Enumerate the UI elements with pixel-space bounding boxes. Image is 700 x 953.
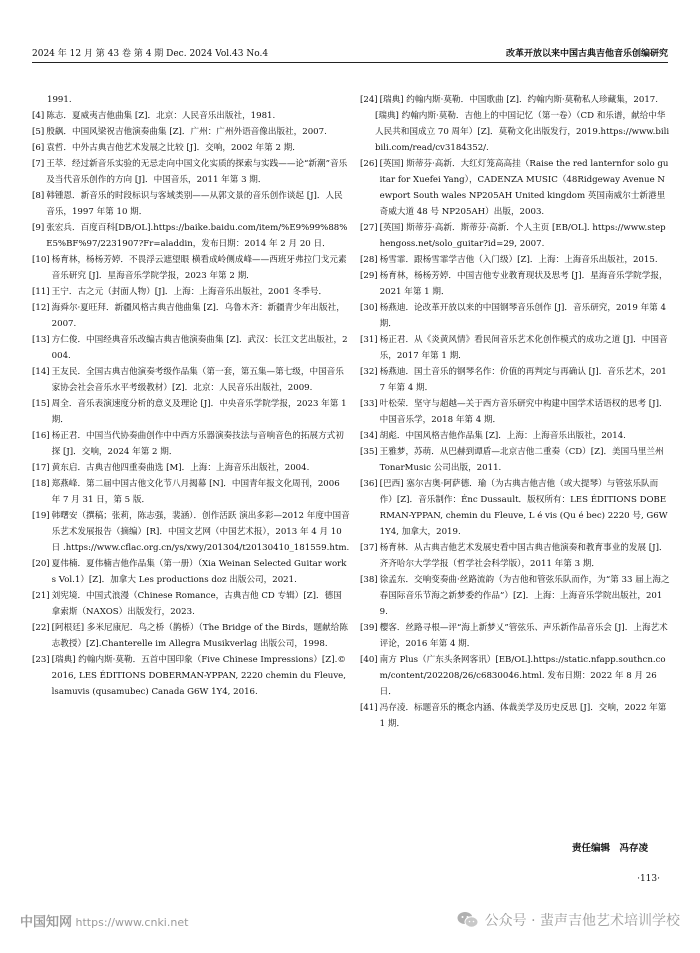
reference-text: 杨育林．从古典吉他艺术发展史看中国古典吉他演奏和教育事业的发展 [J]．齐齐哈尔大学学报（哲学社会科学版），2011 年第 3 期． <box>379 543 668 569</box>
reference-text: 樱客．丝路寻根—评“海上新梦乂”管弦乐、声乐新作品音乐会 [J]．上海艺术评论，2016 年第 4 期． <box>379 623 668 649</box>
reference-text: [英国] 斯蒂芬·高新．大红灯笼高高挂（Raise the red lanternfor solo guitar for Xuefei Yang），CADENZA MUSIC（48Ridgeway Avenue Newport South wales NP205AH United kingdom 英国南威尔士新港里奇威大道 48 号 NP205AH）出版，2003. <box>379 159 669 217</box>
reference-item <box>360 92 670 108</box>
reference-item <box>32 140 350 156</box>
reference-text: 王友民．全国古典吉他演奏考级作品集（第一套，第五集—第七级，中国音乐家协会社会音乐水平考级教材）[Z]．北京：人民音乐出版社，2009. <box>51 367 344 393</box>
reference-item <box>32 188 350 220</box>
reference-number: [39] <box>360 623 378 633</box>
reference-item <box>32 252 350 284</box>
reference-item <box>360 268 670 300</box>
reference-text: 叶松荣．坚守与超越—关于西方音乐研究中构建中国学术话语权的思考 [J]．中国音乐学，2018 年第 4 期． <box>379 399 668 425</box>
reference-item <box>360 156 670 220</box>
reference-number: [24] <box>360 95 378 105</box>
reference-text: 海舜尔·夏旺拜．新疆风格古典吉他曲集 [Z]．乌鲁木齐：新疆青少年出版社，2007. <box>51 303 345 329</box>
reference-number: [27] <box>360 223 378 233</box>
reference-text: [巴西] 塞尔吉奥·阿萨德．瑜（为古典吉他吉他（或大提琴）与管弦乐队而作）[Z]．音乐制作：Énc Dussault．版权所有：LES ÉDITIONS DOBERMAN-YPPAN, chemin du Fleuve, L é vis (Qu é bec) 2220 号, G6W 1Y4, 加拿大，2019. <box>379 479 668 537</box>
reference-item <box>32 652 350 700</box>
reference-number: [26] <box>360 159 378 169</box>
reference-item <box>32 284 350 300</box>
reference-text: 殷飙．中国风梁祝吉他演奏曲集 [Z]．广州：广州外语音像出版社，2007. <box>46 127 327 137</box>
reference-text: 陈志．夏威夷吉他曲集 [Z]．北京：人民音乐出版社，1981. <box>46 111 276 121</box>
reference-number: [22] <box>32 623 50 633</box>
wechat-account-label: 公众号 · 蜚声吉他艺术培训学校 <box>484 913 680 929</box>
reference-item <box>360 428 670 444</box>
reference-item <box>360 252 670 268</box>
reference-text: 王雅梦，苏萌．从巴赫到谭盾—北京吉他二重奏（CD）[Z]．美国马里兰州 TonarMusic 公司出版，2011. <box>379 447 664 473</box>
reference-text: 杨育林，杨杨芳婷．不畏浮云遮望眼 横看成岭侧成峰——西班牙弗拉门戈元素音乐研究 [J]．星海音乐学院学报，2023 年第 2 期． <box>51 255 347 281</box>
reference-number: [33] <box>360 399 378 409</box>
reference-text: 韩锺恩．新音乐的时段标识与客域类别——从郭文景的音乐创作谈起 [J]．人民音乐，1997 年第 10 期． <box>46 191 343 217</box>
reference-item <box>32 124 350 140</box>
reference-item <box>32 220 350 252</box>
references-right-column <box>360 92 670 732</box>
reference-text: 王宁．古之元（封面人物）[J]．上海：上海音乐出版社，2001 冬季号． <box>51 287 328 297</box>
reference-item <box>32 108 350 124</box>
reference-number: [40] <box>360 655 378 665</box>
running-header <box>32 44 668 60</box>
reference-text: 冯存凌．标题音乐的概念内涵、体裁美学及历史反思 [J]．交响，2022 年第 1 期． <box>379 703 667 729</box>
reference-number: [38] <box>360 575 378 585</box>
responsible-editor: 责任编辑 冯存凌 <box>571 843 648 854</box>
reference-number: [15] <box>32 399 50 409</box>
cnki-watermark[interactable] <box>20 911 188 930</box>
reference-item <box>32 332 350 364</box>
footer-watermark <box>0 900 700 940</box>
reference-number: [36] <box>360 479 378 489</box>
reference-text: 杨正君．从《炎黄风情》看民间音乐艺术化创作模式的成功之道 [J]．中国音乐，2017 年第 1 期． <box>379 335 668 361</box>
reference-item <box>360 652 670 700</box>
header-rule <box>32 62 668 63</box>
reference-item <box>360 540 670 572</box>
reference-number: [37] <box>360 543 378 553</box>
reference-number: [14] <box>32 367 50 377</box>
reference-text: 王萃．经过新音乐实验的无忌走向中国文化实质的探索与实践——论“新潮”音乐及当代音乐创作的方向 [J]．中国音乐，2011 年第 3 期． <box>46 159 348 185</box>
reference-text: 杨雪霏．跟杨雪霏学吉他（入门级）[Z]．上海：上海音乐出版社，2015. <box>379 255 658 265</box>
reference-item <box>32 396 350 428</box>
reference-item <box>360 108 670 156</box>
reference-number: [34] <box>360 431 378 441</box>
reference-item <box>360 572 670 620</box>
reference-text: 南方 Plus（广东头条网客讯）[EB/OL].https://static.nfapp.southcn.com/content/202208/26/c6830046.html. 发布日期：2022 年 8 月 26 日． <box>379 655 666 697</box>
reference-item <box>360 700 670 732</box>
reference-number: [7] <box>32 159 45 169</box>
reference-number: [23] <box>32 655 50 665</box>
page-number: ·113· <box>637 874 660 884</box>
reference-text: 杨育林，杨杨芳婷．中国吉他专业教育现状及思考 [J]．星海音乐学院学报，2021 年第 1 期． <box>379 271 668 297</box>
reference-text: 杨正君．中国当代协奏曲创作中中西方乐器演奏技法与音响音色的拓展方式初探 [J]．交响，2024 年第 2 期． <box>51 431 344 457</box>
reference-number: [5] <box>32 127 45 137</box>
reference-text: [阿根廷] 多米尼康尼．鸟之桥（鹊桥）（The Bridge of the Birds，题献给陈志教授）[Z].Chanterelle im Allegra Musikverlag 出版公司，1998. <box>51 623 348 649</box>
wechat-icon <box>457 911 479 929</box>
reference-text: 方仁俊．中国经典音乐改编古典吉他演奏曲集 [Z]．武汉：长江文艺出版社，2004. <box>51 335 348 361</box>
reference-number: [21] <box>32 591 50 601</box>
reference-text: 周全．音乐表演速度分析的意义及理论 [J]．中央音乐学院学报，2023 年第 1 期． <box>51 399 347 425</box>
reference-number: [6] <box>32 143 45 153</box>
reference-text: 杨燕迪．论改革开放以来的中国钢琴音乐创作 [J]．音乐研究，2019 年第 4 期． <box>379 303 666 329</box>
reference-text: 张宏兵．百度百科[DB/OL].https://baike.baidu.com/item/%E9%99%88%E5%BF%97/2231907?Fr=aladdin，发布日期：2014 年 2 月 20 日． <box>46 223 348 249</box>
reference-text: 黄东启．古典吉他四重奏曲选 [M]．上海：上海音乐出版社，2004. <box>51 463 310 473</box>
reference-item <box>32 460 350 476</box>
reference-item <box>32 92 350 108</box>
reference-number: [18] <box>32 479 50 489</box>
reference-text: [瑞典] 约翰内斯·莫勒．中国歌曲 [Z]．约翰内斯·莫勒私人珍藏集，2017. <box>379 95 659 105</box>
reference-number: [8] <box>32 191 45 201</box>
reference-text: 夏伟楠．夏伟楠吉他作品集（第一册）（Xia Weinan Selected Guitar works Vol.1）[Z]．加拿大 Les productions doz 出版公司，2021. <box>51 559 347 585</box>
reference-number: [41] <box>360 703 378 713</box>
header-journal-info: 2024 年 12 月 第 43 卷 第 4 期 Dec. 2024 Vol.43 No.4 <box>32 48 269 59</box>
header-article-title: 改革开放以来中国古典吉他音乐创编研究 <box>505 48 668 59</box>
reference-text: [英国] 斯蒂芬·高新．斯蒂芬·高新．个人主页 [EB/OL]. https://www.stephengoss.net/solo_guitar?id=29, 2007. <box>379 223 666 249</box>
reference-number: [4] <box>32 111 45 121</box>
reference-item <box>360 364 670 396</box>
reference-number: [30] <box>360 303 378 313</box>
reference-number: [11] <box>32 287 50 297</box>
reference-number: [9] <box>32 223 45 233</box>
reference-number: [19] <box>32 511 50 521</box>
reference-text: [瑞典] 约翰内斯·莫勒．吉他上的中国记忆（第一卷）（CD 和乐谱，献给中华人民共和国成立 70 周年）[Z]．莫勒文化出版发行，2019.https://www.bilibili.com/read/cv3184352/. <box>375 111 670 153</box>
reference-item <box>32 156 350 188</box>
reference-number: [35] <box>360 447 378 457</box>
reference-number: [13] <box>32 335 50 345</box>
reference-item <box>360 396 670 428</box>
reference-text: 韩曙安（撰稿；张莉，陈志强，裴涵）．创作活跃 演出多彩—2012 年度中国音乐艺术发展报告（摘编）[R]．中国文艺网（中国艺术报），2013 年 4 月 10 日 .https://www.cflac.org.cn/ys/xwy/201304/t20130410_181559.htm. <box>51 511 350 553</box>
cnki-brand: 中国知网 <box>20 914 73 930</box>
reference-number: [16] <box>32 431 50 441</box>
reference-item <box>360 476 670 540</box>
reference-item <box>360 300 670 332</box>
reference-number: [29] <box>360 271 378 281</box>
reference-text: 1991. <box>47 95 72 105</box>
reference-text: 刘宪境．中国式浪漫（Chinese Romance，古典吉他 CD 专辑）[Z]．德国拿索斯（NAXOS）出版发行，2023. <box>51 591 342 617</box>
reference-item <box>32 364 350 396</box>
reference-item <box>32 588 350 620</box>
reference-number: [10] <box>32 255 50 265</box>
reference-number: [31] <box>360 335 378 345</box>
reference-text: 徐孟东．交响变奏曲·丝路流韵（为吉他和管弦乐队而作，为“第 33 届上海之春国际音乐节海之新梦委约作品”）[Z]．上海：上海音乐学院出版社，2019. <box>379 575 670 617</box>
reference-number: [28] <box>360 255 378 265</box>
reference-item <box>360 220 670 252</box>
reference-item <box>32 556 350 588</box>
reference-item <box>32 620 350 652</box>
reference-text: 杨燕迪．国土音乐的钢琴名作：价值的再判定与再确认 [J]．音乐艺术，2017 年第 4 期． <box>379 367 667 393</box>
reference-item <box>32 476 350 508</box>
reference-item <box>32 508 350 556</box>
reference-item <box>32 300 350 332</box>
reference-item <box>32 428 350 460</box>
wechat-watermark <box>457 910 680 930</box>
reference-text: 袁哲．中外古典吉他艺术发展之比较 [J]．交响，2002 年第 2 期． <box>46 143 301 153</box>
reference-text: 胡彪．中国风格吉他作品集 [Z]．上海：上海音乐出版社，2014. <box>379 431 626 441</box>
cnki-url: https://www.cnki.net <box>75 915 189 929</box>
reference-number: [32] <box>360 367 378 377</box>
reference-item <box>360 332 670 364</box>
reference-number: [17] <box>32 463 50 473</box>
reference-text: 郑燕峰．第二届中国古他文化节八月揭幕 [N]．中国青年报文化周刊，2006 年 7 月 31 日，第 5 版． <box>51 479 340 505</box>
reference-text: [瑞典] 约翰内斯·莫勒．五首中国印象（Five Chinese Impressions）[Z].©2016, LES ÉDITIONS DOBERMAN-YPPAN, 2220 chemin du Fleuve, lsamuvis (qusamubec) Canada G6W 1Y4, 2016. <box>51 655 346 697</box>
reference-item <box>360 444 670 476</box>
reference-item <box>360 620 670 652</box>
reference-number: [12] <box>32 303 50 313</box>
reference-number: [20] <box>32 559 50 569</box>
references-left-column <box>32 92 350 700</box>
